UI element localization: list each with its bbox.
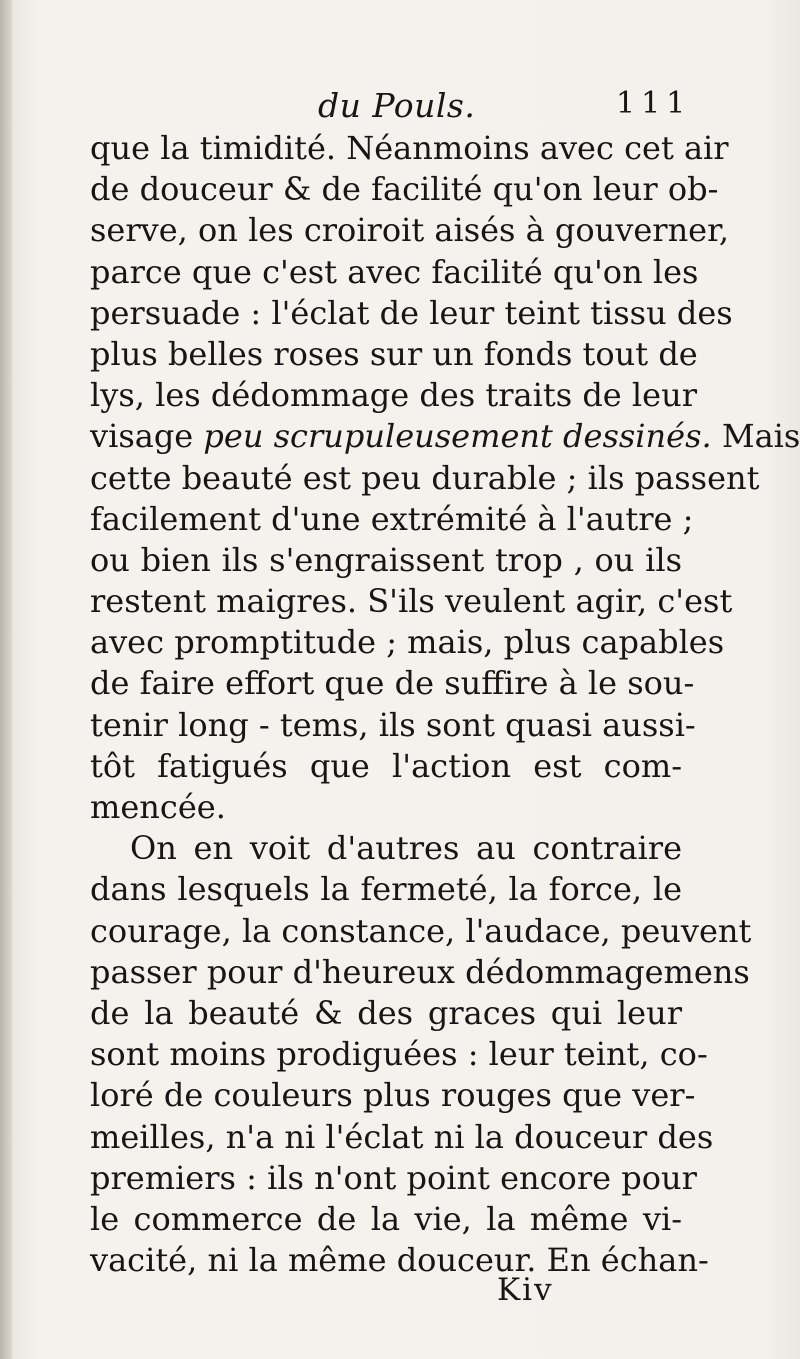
page-number: 111 (616, 86, 692, 121)
text-line (90, 828, 682, 869)
text-span: de la beauté & des graces qui leur (90, 993, 682, 1032)
text-line (90, 293, 733, 334)
text-span: dans lesquels la fermeté, la force, le (90, 870, 682, 909)
text-span: avec promptitude ; mais, plus capables (90, 623, 725, 662)
text-line (90, 169, 719, 210)
text-line (90, 746, 682, 787)
text-span: sont moins prodiguées : leur teint, co- (90, 1035, 708, 1074)
text-span: facilement d'une extrémité à l'autre ; (90, 499, 694, 538)
text-span: cette beauté est peu durable ; ils passent (90, 458, 760, 497)
text-line (90, 375, 697, 416)
text-line (90, 622, 725, 663)
text-span: ou bien ils s'engraissent trop , ou ils (90, 540, 682, 579)
text-line (90, 1199, 682, 1240)
body-text (90, 128, 800, 1281)
text-span: le commerce de la vie, la même vi- (90, 1199, 682, 1238)
text-line (90, 210, 730, 251)
text-line (90, 1240, 709, 1281)
text-span: passer pour d'heureux dédommagemens (90, 952, 750, 991)
running-title: du Pouls. (318, 86, 476, 125)
text-span: visage (90, 417, 204, 456)
italic-span: peu scrupuleusement dessinés. (203, 417, 712, 456)
text-span: vacité, ni la même douceur. En échan- (90, 1241, 709, 1280)
text-span: de douceur & de facilité qu'on leur ob- (90, 170, 719, 209)
running-head (0, 82, 800, 132)
text-line (90, 334, 698, 375)
text-line (90, 1158, 697, 1199)
text-span: de faire effort que de suffire à le sou- (90, 664, 695, 703)
text-span: tôt fatigués que l'action est com- (90, 746, 682, 785)
signature-mark: Kiv (497, 1272, 554, 1308)
text-span: que la timidité. Néanmoins avec cet air (90, 129, 729, 167)
text-span: restent maigres. S'ils veulent agir, c'est (90, 582, 733, 621)
text-span: courage, la constance, l'audace, peuvent (90, 911, 752, 950)
text-span: serve, on les croiroit aisés à gouverner, (90, 211, 730, 250)
text-line (90, 1117, 714, 1158)
text-span: loré de couleurs plus rouges que ver- (90, 1076, 696, 1115)
text-line (90, 540, 682, 581)
text-line (90, 128, 729, 169)
text-line (90, 705, 696, 746)
text-line (90, 252, 699, 293)
text-span: meilles, n'a ni l'éclat ni la douceur des (90, 1117, 714, 1156)
text-span: plus belles roses sur un fonds tout de (90, 334, 698, 373)
text-span: tenir long - tems, ils sont quasi aussi- (90, 705, 696, 744)
text-line (90, 663, 695, 704)
text-line (90, 787, 682, 828)
text-line (90, 993, 682, 1034)
text-span: persuade : l'éclat de leur teint tissu des (90, 293, 733, 332)
text-span: On en voit d'autres au contraire (130, 829, 682, 868)
text-line (90, 1075, 696, 1116)
text-line (90, 581, 733, 622)
text-line (90, 911, 752, 952)
text-span: lys, les dédommage des traits de leur (90, 376, 697, 415)
text-span: parce que c'est avec facilité qu'on les (90, 252, 699, 291)
text-line (90, 499, 694, 540)
text-line (90, 458, 760, 499)
text-span: Mais (711, 417, 800, 456)
text-line (90, 1034, 708, 1075)
text-line (90, 869, 682, 910)
text-span: mencée. (90, 788, 226, 826)
text-line (90, 416, 800, 457)
text-line (90, 952, 750, 993)
page-edge-shadow (0, 0, 12, 1359)
text-span: premiers : ils n'ont point encore pour (90, 1158, 697, 1197)
